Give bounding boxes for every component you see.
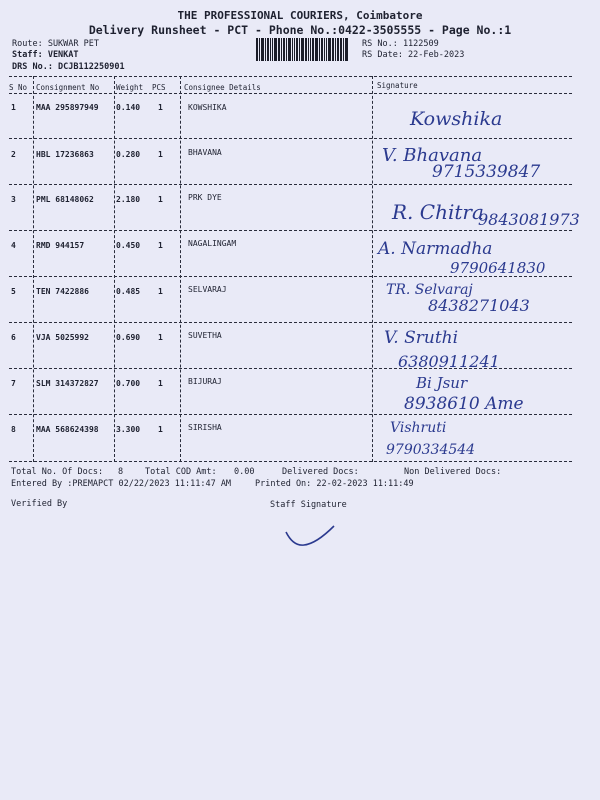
handwritten-phone: 6380911241 — [398, 352, 500, 371]
row-pcs: 1 — [158, 333, 163, 342]
delivered-docs-label: Delivered Docs: — [282, 467, 359, 477]
handwritten-signature: V. Bhavana — [382, 145, 483, 166]
handwritten-signature: Bi Jsur — [416, 374, 468, 392]
handwritten-phone: 8438271043 — [428, 296, 530, 315]
table-bottom-rule — [9, 461, 572, 462]
handwritten-phone: 9843081973 — [478, 210, 580, 229]
route-label: Route: SUKWAR PET — [12, 39, 99, 49]
printed-on: Printed On: 22-02-2023 11:11:49 — [255, 479, 414, 489]
row-sno: 5 — [11, 287, 16, 296]
row-divider — [9, 230, 572, 231]
col-divider — [180, 76, 181, 462]
row-divider — [9, 414, 572, 415]
handwritten-phone: 9715339847 — [432, 162, 541, 182]
row-weight: 3.300 — [116, 425, 141, 434]
row-consignee: SELVARAJ — [188, 285, 227, 294]
col-header-sno: S No — [9, 83, 28, 92]
row-sno: 7 — [11, 379, 16, 388]
total-docs-label: Total No. Of Docs: — [11, 467, 104, 477]
row-weight: 0.450 — [116, 241, 141, 250]
total-cod-label: Total COD Amt: — [145, 467, 217, 477]
col-header-pcs: PCS — [152, 83, 166, 92]
row-consignee: NAGALINGAM — [188, 239, 237, 248]
row-consignee: BIJURAJ — [188, 377, 222, 386]
row-sno: 1 — [11, 103, 16, 112]
row-weight: 0.280 — [116, 150, 141, 159]
row-pcs: 1 — [158, 103, 163, 112]
row-consignment: MAA 568624398 — [36, 425, 99, 434]
row-pcs: 1 — [158, 241, 163, 250]
col-divider — [33, 76, 34, 462]
verified-by-label: Verified By — [11, 499, 68, 509]
row-weight: 0.485 — [116, 287, 141, 296]
row-divider — [9, 322, 572, 323]
entered-by: Entered By :PREMAPCT 02/22/2023 11:11:47 AM — [11, 479, 232, 489]
handwritten-signature: Vishruti — [390, 420, 447, 436]
row-consignment: PML 68148062 — [36, 195, 94, 204]
handwritten-signature: TR. Selvaraj — [386, 282, 473, 298]
row-consignment: MAA 295897949 — [36, 103, 99, 112]
row-weight: 0.140 — [116, 103, 141, 112]
col-divider — [372, 76, 373, 462]
row-consignment: SLM 314372827 — [36, 379, 99, 388]
row-sno: 6 — [11, 333, 16, 342]
handwritten-signature: A. Narmadha — [378, 239, 493, 259]
total-docs-value: 8 — [118, 467, 124, 477]
staff-signature-mark — [282, 520, 342, 552]
staff-label: Staff: VENKAT — [12, 50, 79, 60]
row-consignment: VJA 5025992 — [36, 333, 89, 342]
row-divider — [9, 138, 572, 139]
row-pcs: 1 — [158, 379, 163, 388]
col-divider — [114, 76, 115, 462]
rs-number: RS No.: 1122509 — [362, 39, 439, 49]
company-title: THE PROFESSIONAL COURIERS, Coimbatore — [177, 9, 423, 22]
table-top-rule — [9, 76, 572, 77]
row-consignment: HBL 17236863 — [36, 150, 94, 159]
col-header-consignee: Consignee Details — [184, 83, 261, 92]
table-header-rule — [9, 93, 572, 94]
row-weight: 0.700 — [116, 379, 141, 388]
handwritten-phone: 9790641830 — [450, 259, 546, 277]
row-pcs: 1 — [158, 195, 163, 204]
rs-date: RS Date: 22-Feb-2023 — [362, 50, 465, 60]
handwritten-phone: 9790334544 — [386, 442, 476, 458]
row-sno: 2 — [11, 150, 16, 159]
barcode-image — [256, 38, 356, 61]
col-header-weight: Weight — [116, 83, 144, 92]
total-cod-value: 0.00 — [234, 467, 255, 477]
drs-number: DRS No.: DCJB112250901 — [12, 62, 125, 72]
row-consignee: KOWSHIKA — [188, 103, 227, 112]
row-divider — [9, 184, 572, 185]
non-delivered-docs-label: Non Delivered Docs: — [404, 467, 502, 477]
row-consignee: SUVETHA — [188, 331, 222, 340]
col-header-signature: Signature — [377, 81, 418, 90]
row-pcs: 1 — [158, 150, 163, 159]
row-consignee: BHAVANA — [188, 148, 222, 157]
handwritten-phone: 8938610 Ame — [404, 394, 524, 414]
row-consignee: PRK DYE — [188, 193, 222, 202]
row-consignment: RMD 944157 — [36, 241, 85, 250]
row-weight: 0.690 — [116, 333, 141, 342]
row-sno: 3 — [11, 195, 16, 204]
row-divider — [9, 368, 572, 369]
row-sno: 4 — [11, 241, 16, 250]
handwritten-signature: Kowshika — [410, 108, 503, 130]
row-consignment: TEN 7422886 — [36, 287, 89, 296]
staff-signature-label: Staff Signature — [270, 500, 347, 510]
handwritten-signature: V. Sruthi — [384, 328, 459, 348]
row-pcs: 1 — [158, 425, 163, 434]
row-pcs: 1 — [158, 287, 163, 296]
row-divider — [9, 276, 572, 277]
row-consignee: SIRISHA — [188, 423, 222, 432]
runsheet-subtitle: Delivery Runsheet - PCT - Phone No.:0422-3505555 - Page No.:1 — [88, 23, 512, 37]
col-header-consignment: Consignment No — [36, 83, 100, 92]
handwritten-signature: R. Chitra — [392, 200, 484, 224]
row-weight: 2.180 — [116, 195, 141, 204]
row-sno: 8 — [11, 425, 16, 434]
